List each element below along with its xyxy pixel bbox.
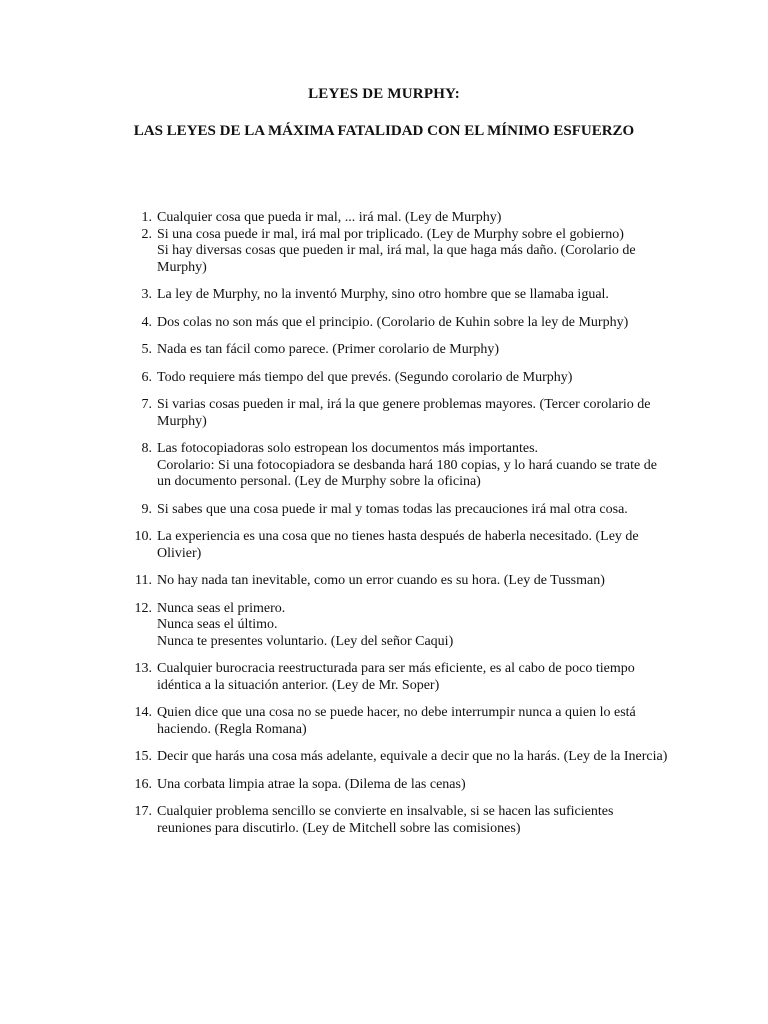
document-subtitle: LAS LEYES DE LA MÁXIMA FATALIDAD CON EL MÍNIMO ESFUERZO (133, 123, 635, 139)
list-item (130, 342, 670, 359)
list-item-text: Si sabes que una cosa puede ir mal y tomas todas las precauciones irá mal otra cosa. (157, 501, 628, 517)
list-item-number: 10. (134, 529, 152, 544)
list-item (130, 227, 670, 277)
laws-list (130, 210, 670, 848)
list-item-text: La experiencia es una cosa que no tienes hasta después de haberla necesitado. (Ley de Olivier) (157, 529, 639, 561)
list-item (130, 502, 670, 519)
list-item (130, 573, 670, 590)
list-item-number: 9. (141, 501, 152, 517)
list-item-text: Cualquier problema sencillo se convierte en insalvable, si se hacen las suficientes reuniones para discutirlo. (Ley de Mitchell sobre las comisiones) (157, 804, 614, 836)
list-item-text: Decir que harás una cosa más adelante, equivale a decir que no la harás. (Ley de la Inercia) (157, 749, 668, 764)
list-item-text: Quien dice que una cosa no se puede hacer, no debe interrumpir nunca a quien lo está haciendo. (Regla Romana) (157, 705, 636, 737)
list-item-number: 4. (141, 314, 152, 330)
list-item (130, 601, 670, 651)
list-item-number: 13. (134, 661, 152, 676)
list-item-text: Dos colas no son más que el principio. (Corolario de Kuhin sobre la ley de Murphy) (157, 314, 629, 330)
list-item-text: Cualquier cosa que pueda ir mal, ... irá mal. (Ley de Murphy) (157, 210, 502, 225)
list-item-number: 14. (134, 705, 152, 720)
list-item-number: 2. (141, 226, 152, 242)
list-item (130, 397, 670, 430)
list-item (130, 315, 670, 332)
list-item-number: 16. (134, 776, 152, 792)
list-item (130, 287, 670, 304)
list-item-number: 6. (141, 369, 152, 385)
list-item-number: 1. (141, 210, 152, 225)
list-item-text: Todo requiere más tiempo del que prevés. (Segundo corolario de Murphy) (157, 369, 573, 385)
list-item-text: La ley de Murphy, no la inventó Murphy, sino otro hombre que se llamaba igual. (157, 287, 609, 302)
list-item-text: Corolario: Si una fotocopiadora se desbanda hará 180 copias, y lo hará cuando se trate de un documento personal. (Ley de Murphy sobre la oficina) (157, 457, 657, 489)
list-item-number: 5. (141, 342, 152, 357)
list-item-number: 12. (134, 600, 152, 616)
list-item (130, 749, 670, 766)
list-item-text: Si hay diversas cosas que pueden ir mal, irá mal, la que haga más daño. (Corolario de Murphy) (157, 243, 636, 275)
list-item (130, 705, 670, 738)
list-item-text: Una corbata limpia atrae la sopa. (Dilema de las cenas) (157, 776, 466, 792)
list-item-number: 11. (135, 573, 152, 588)
list-item (130, 661, 670, 694)
list-item-number: 15. (134, 749, 152, 764)
list-item-text: Cualquier burocracia reestructurada para ser más eficiente, es al cabo de poco tiempo idéntica a la situación anterior. (Ley de Mr. Soper) (157, 661, 635, 693)
list-item-text: Nunca seas el último. (157, 617, 278, 632)
list-item-number: 17. (134, 804, 152, 819)
list-item-text: Las fotocopiadoras solo estropean los documentos más importantes. (157, 441, 539, 456)
list-item-text: Si varias cosas pueden ir mal, irá la que genere problemas mayores. (Tercer corolario de Murphy) (157, 397, 651, 429)
list-item-text: Si una cosa puede ir mal, irá mal por triplicado. (Ley de Murphy sobre el gobierno) (157, 226, 624, 242)
document-title: LEYES DE MURPHY: (308, 86, 460, 102)
list-item-text: Nunca te presentes voluntario. (Ley del señor Caqui) (157, 633, 454, 649)
list-item (130, 210, 670, 227)
list-item-text: Nada es tan fácil como parece. (Primer corolario de Murphy) (157, 342, 500, 357)
list-item-number: 8. (141, 441, 152, 456)
list-item (130, 441, 670, 491)
list-item-text: No hay nada tan inevitable, como un error cuando es su hora. (Ley de Tussman) (157, 573, 605, 588)
list-item (130, 529, 670, 562)
list-item (130, 370, 670, 387)
list-item-number: 3. (141, 287, 152, 302)
list-item (130, 777, 670, 794)
list-item-number: 7. (141, 397, 152, 412)
list-item-text: Nunca seas el primero. (157, 600, 286, 616)
list-item (130, 804, 670, 837)
